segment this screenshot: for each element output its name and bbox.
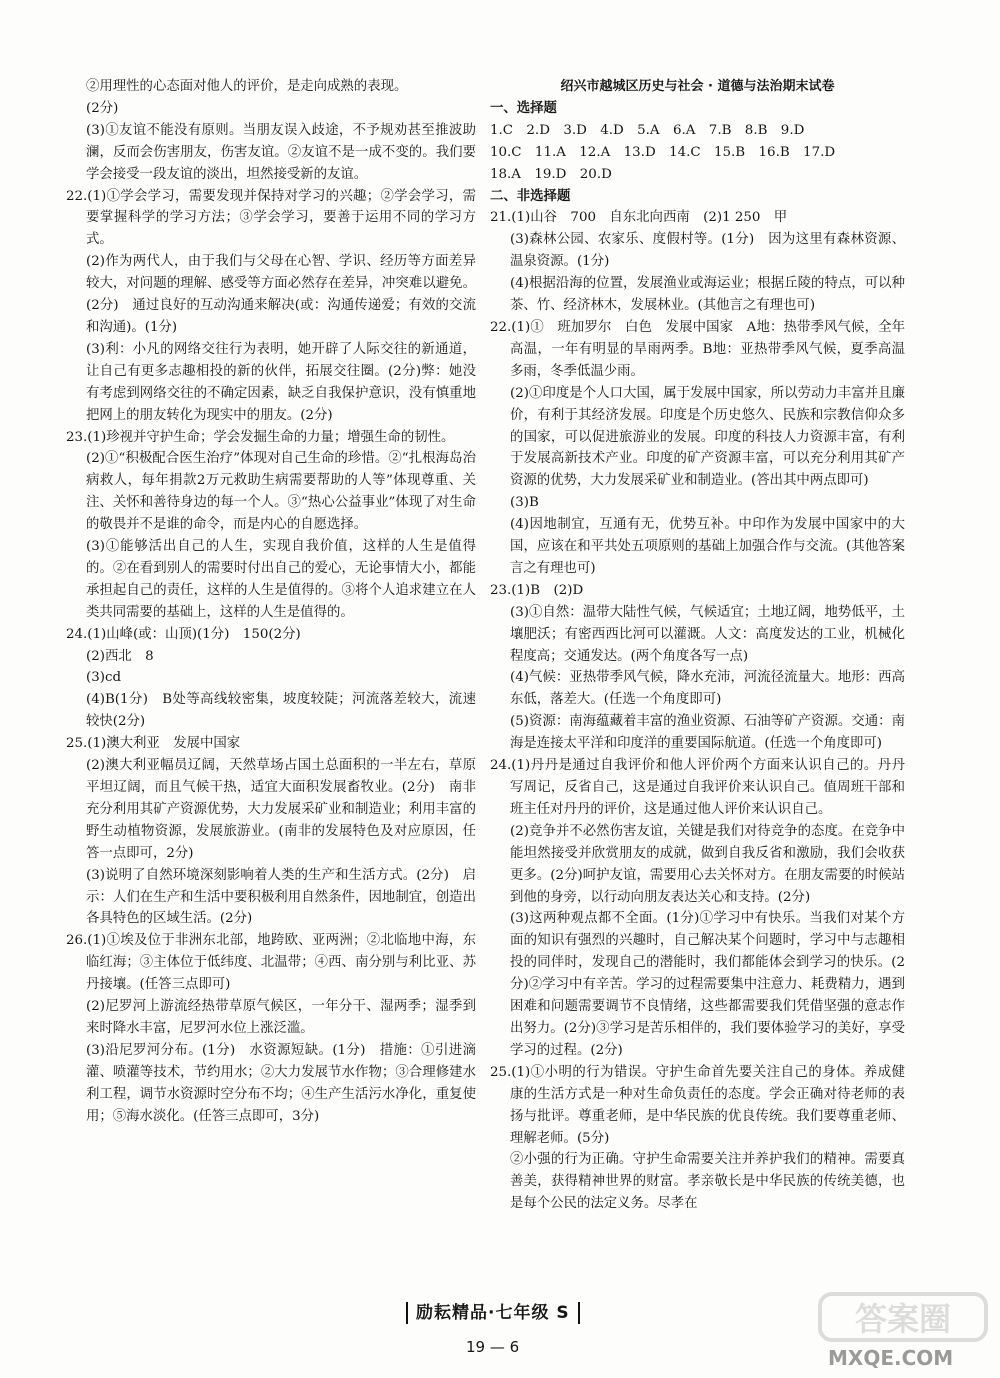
left-answer-paragraph: (3)cd (86, 670, 122, 686)
right-answer-paragraph: (4)气候：亚热带季风气候，降水充沛，河流径流量大。地形：西高东低，落差大。(任选一个角度即可) (510, 670, 905, 708)
left-answer-paragraph: (2分) (86, 100, 119, 116)
right-answer-paragraph: (4)因地制宜，互通有无，优势互补。中印作为发展中国家中的大国，应该在和平共处五项原则的基础上加强合作与交流。(其他答案言之有理也可) (510, 517, 905, 576)
left-answer-paragraph: 25.(1)澳大利亚 发展中国家 (66, 736, 241, 752)
right-answer-paragraph: (4)根据沿海的位置，发展渔业或海运业；根据丘陵的特点，可以种茶、竹、经济林木，发展林业。(其他言之有理也可) (510, 276, 905, 314)
right-answer-paragraph: 25.(1)①小明的行为错误。守护生命首先要关注自己的身体。养成健康的生活方式是一种对生命负责任的态度。学会正确对待老师的表扬与批评。尊重老师，是中华民族的优良传统。我们要尊重老师、理解老师。(5分) (490, 1064, 905, 1146)
right-answer-column (490, 76, 905, 1215)
left-answer-paragraph: (2)作为两代人，由于我们与父母在心智、学识、经历等方面差异较大，对问题的理解、感受等方面必然存在差异，冲突难以避免。(2分) 通过良好的互动沟通来解决(或：沟通传递爱；有效的交流和沟通)。(1分) (86, 254, 476, 335)
left-answer-paragraph: (3)①能够活出自己的人生，实现自我价值，这样的人生是值得的。②在看到别人的需要时付出自己的爱心，无论事情大小，都能承担起自己的责任，这样的人生是值得的。③将个人追求建立在人类共同需要的基础上，这样的人生是值得的。 (86, 539, 476, 620)
right-answer-paragraph: (2)①印度是个人口大国，属于发展中国家，所以劳动力丰富并且廉价，有利于其经济发展。印度是个历史悠久、民族和宗教信仰众多的国家，可以促进旅游业的发展。印度的科技人力资源丰富，有利于发展高新技术产业。印度的矿产资源丰富，可以充分利用其矿产资源的优势，大力发展采矿业和制造业。(答出其中两点即可) (510, 385, 905, 489)
left-answer-paragraph: (3)①友谊不能没有原则。当朋友误入歧途，不予规劝甚至推波助澜，反而会伤害朋友，伤害友谊。②友谊不是一成不变的。我们要学会接受一段友谊的淡出，坦然接受新的友谊。 (86, 122, 476, 182)
page-number: 19 — 6 (466, 1338, 520, 1356)
left-answer-paragraph: (3)说明了自然环境深刻影响着人类的生产和生活方式。(2分) 启示：人们在生产和生活中要积极利用自然条件，因地制宜，创造出各具特色的区域生活。(2分) (86, 867, 476, 927)
footer-brand: 励耘精品·七年级 S (406, 1302, 580, 1324)
left-answer-paragraph: 26.(1)①埃及位于非洲东北部，地跨欧、亚两洲；②北临地中海，东临红海；③主体位于低纬度、北温带；④西、南分别与利比亚、苏丹接壤。(任答三点即可) (66, 933, 476, 993)
right-answer-paragraph: 一、选择题 (490, 100, 557, 116)
left-answer-paragraph: (4)B(1分) B处等高线较密集，坡度较陡；河流落差较大，流速较快(2分) (86, 692, 476, 730)
watermark-text: 答案圈 (854, 1300, 952, 1338)
right-answer-paragraph: (3)这两种观点都不全面。(1分)①学习中有快乐。当我们对某个方面的知识有强烈的兴趣时，自己解决某个问题时，学习中与志趣相投的同伴时，发现自己的潜能时，我们都能体会到学习的快乐。(2分)②学习中有辛苦。学习的过程需要集中注意力、耗费精力，遇到困难和问题需要调节不良情绪，这些都需要我们凭借坚强的意志作出努力。(2分)③学习是苦乐相伴的，我们要体验学习的美好，享受学习的过程。(2分) (510, 911, 905, 1058)
right-answer-paragraph: 22.(1)① 班加罗尔 白色 发展中国家 A地：热带季风气候，全年高温，一年有明显的旱雨两季。B地：亚热带季风气候，夏季高温多雨，冬季低温少雨。 (490, 319, 905, 379)
left-answer-paragraph: ②用理性的心态面对他人的评价，是走向成熟的表现。 (86, 79, 408, 94)
left-answer-paragraph: 24.(1)山峰(或：山顶)(1分) 150(2分) (66, 626, 301, 642)
right-answer-paragraph: 1.C 2.D 3.D 4.D 5.A 6.A 7.B 8.B 9.D (490, 122, 805, 138)
right-answer-paragraph: 24.(1)丹丹是通过自我评价和他人评价两个方面来认识自己的。丹丹写周记，反省自己，这是通过自我评价来认识自己。值周班干部和班主任对丹丹的评价，这是通过他人评价来认识自己。 (490, 758, 905, 817)
right-answer-paragraph: 绍兴市越城区历史与社会 · 道德与法治期末试卷 (560, 79, 835, 94)
left-answer-paragraph: (2)尼罗河上游流经热带草原气候区，一年分干、湿两季；湿季到来时降水丰富，尼罗河水位上涨泛滥。 (86, 999, 476, 1036)
right-answer-paragraph: (3)森林公园、农家乐、度假村等。(1分) 因为这里有森林资源、温泉资源。(1分) (510, 232, 905, 270)
left-answer-paragraph: (3)利：小凡的网络交往行为表明，她开辟了人际交往的新通道，让自己有更多志趣相投的新的伙伴，拓展交往圈。(2分)弊：她没有考虑到网络交往的不确定因素，缺乏自我保护意识，没有慎重地把网上的朋友转化为现实中的朋友。(2分) (86, 341, 476, 423)
left-answer-column (66, 76, 476, 1128)
right-answer-paragraph: 18.A 19.D 20.D (490, 166, 612, 182)
right-answer-paragraph: 23.(1)B (2)D (490, 582, 584, 598)
left-answer-paragraph: 23.(1)珍视并守护生命；学会发掘生命的力量；增强生命的韧性。 (66, 429, 455, 445)
right-answer-paragraph: (2)竞争并不必然伤害友谊，关键是我们对待竞争的态度。在竞争中能坦然接受并欣赏朋友的成就，做到自我反省和激励，我们会收获更多。(2分)呵护友谊，需要用心去关怀对方。在朋友需要的时候站到他的身旁，以行动向朋友表达关心和支持。(2分) (510, 823, 905, 905)
watermark-url: MXQE.COM (828, 1346, 954, 1370)
left-answer-paragraph: (2)①“积极配合医生治疗”体现对自己生命的珍惜。②“扎根海岛治病救人，每年捐款2万元救助生病需要帮助的人等”体现尊重、关注、关怀和善待身边的每一个人。③“热心公益事业”体现了对生命的敬畏并不是谁的命令，而是内心的自愿选择。 (86, 451, 476, 533)
right-answer-paragraph: (3)①自然：温带大陆性气候，气候适宜；土地辽阔，地势低平，土壤肥沃；有密西西比河可以灌溉。人文：高度发达的工业，机械化程度高；交通发达。(两个角度各写一点) (510, 604, 905, 664)
right-answer-paragraph: 二、非选择题 (490, 188, 571, 204)
right-answer-paragraph: 10.C 11.A 12.A 13.D 14.C 15.B 16.B 17.D (490, 144, 836, 160)
left-answer-paragraph: (3)沿尼罗河分布。(1分) 水资源短缺。(1分) 措施：①引进滴灌、喷灌等技术，节约用水；②大力发展节水作物；③合理修建水利工程，调节水资源时空分布不均；④生产生活污水净化，重复使用；⑤海水淡化。(任答三点即可，3分) (86, 1042, 476, 1124)
left-answer-paragraph: (2)澳大利亚幅员辽阔，天然草场占国土总面积的一半左右，草原平坦辽阔，而且气候干热，适宜大面积发展畜牧业。(2分) 南非充分利用其矿产资源优势，大力发展采矿业和制造业；利用丰富的野生动植物资源，发展旅游业。(南非的发展特色及对应原因，任答一点即可，2分) (86, 758, 476, 861)
left-answer-paragraph: 22.(1)①学会学习，需要发现并保持对学习的兴趣；②学会学习，需要掌握科学的学习方法；③学会学习，要善于运用不同的学习方式。 (66, 188, 476, 248)
right-answer-paragraph: 21.(1)山谷 700 自东北向西南 (2)1 250 甲 (490, 210, 788, 226)
right-answer-paragraph: (5)资源：南海蕴藏着丰富的渔业资源、石油等矿产资源。交通：南海是连接太平洋和印度洋的重要国际航道。(任选一个角度即可) (510, 714, 905, 752)
right-answer-paragraph: (3)B (510, 495, 539, 511)
right-answer-paragraph: ②小强的行为正确。守护生命需要关注并养护我们的精神。需要真善美，获得精神世界的财富。孝亲敬长是中华民族的传统美德，也是每个公民的法定义务。尽孝在 (510, 1152, 905, 1212)
left-answer-paragraph: (2)西北 8 (86, 648, 154, 664)
